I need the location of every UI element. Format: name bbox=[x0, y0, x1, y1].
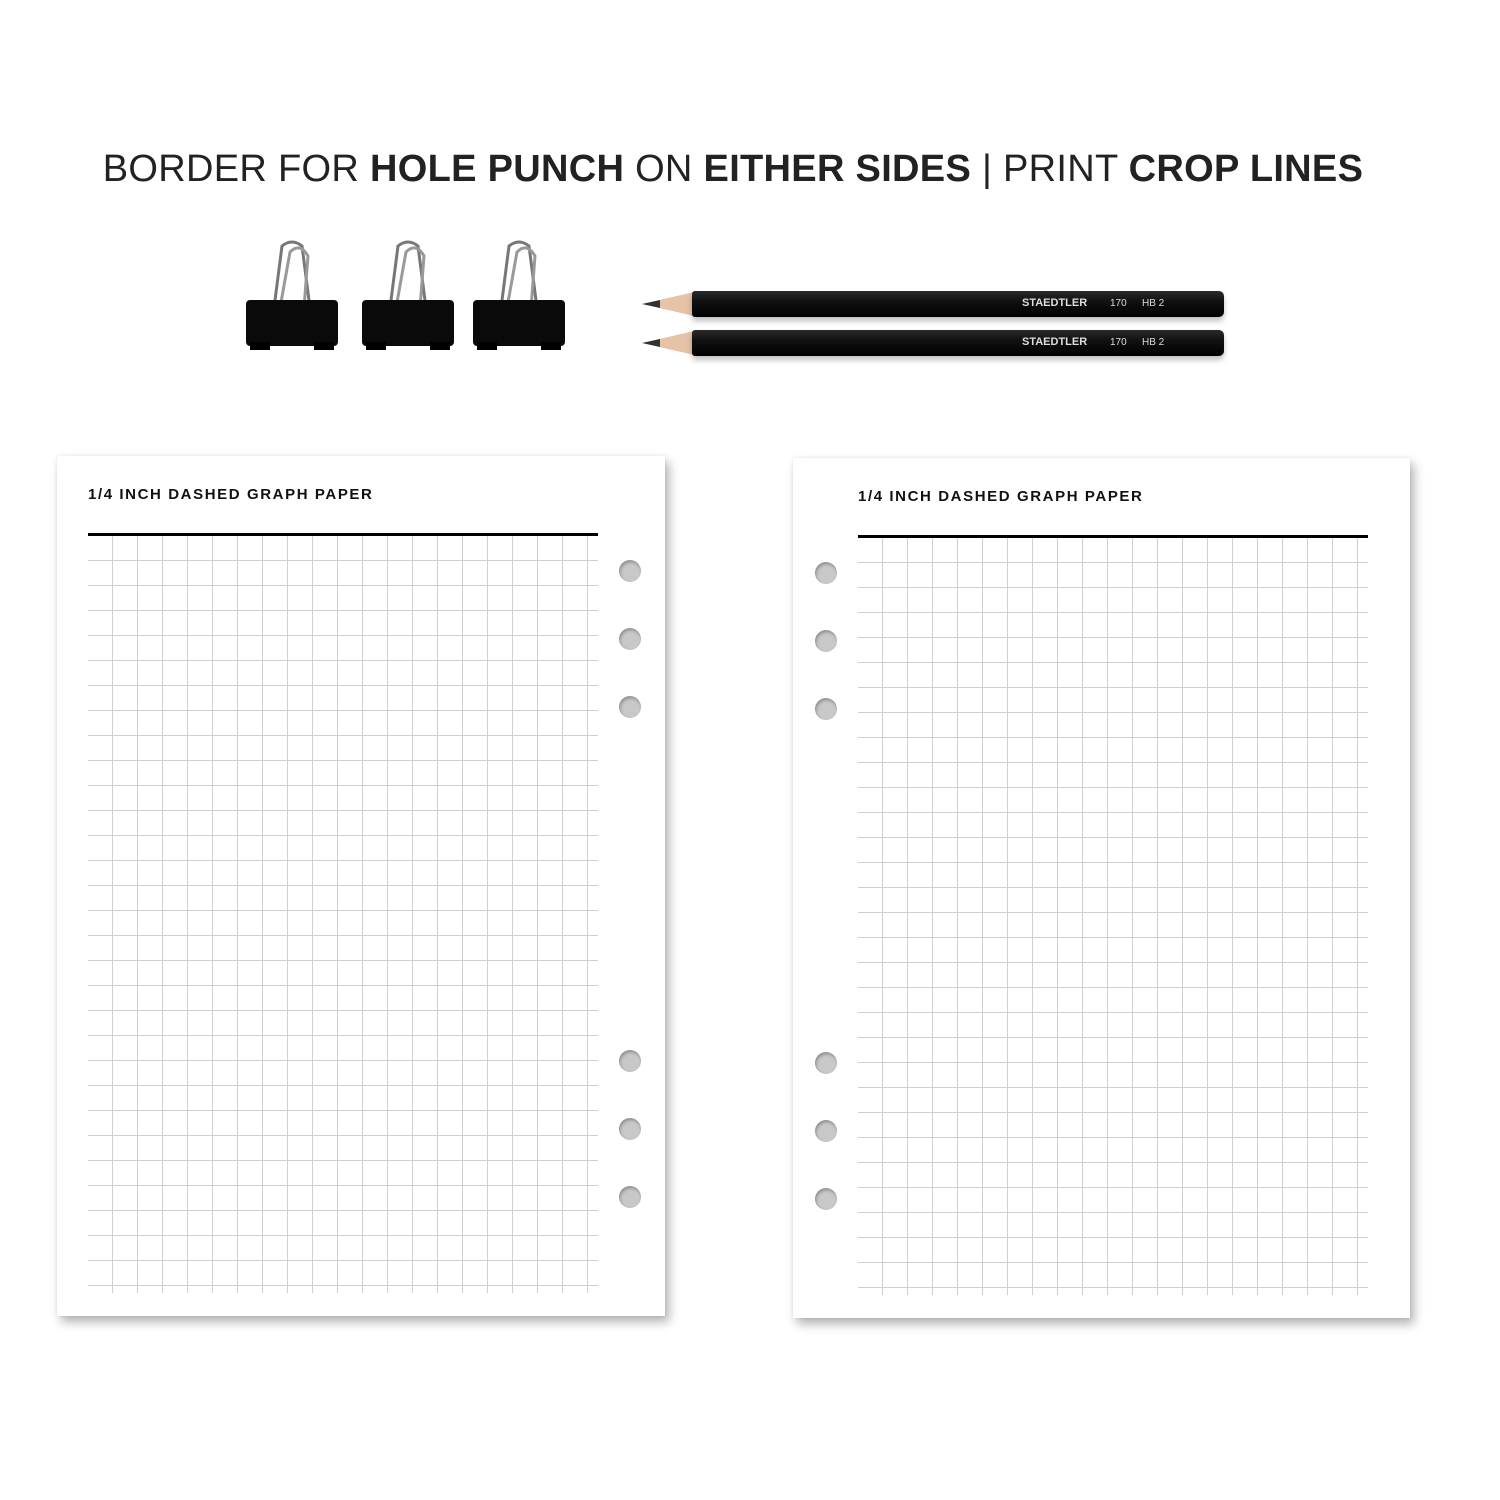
punch-hole bbox=[619, 628, 641, 650]
binder-clip-icon bbox=[471, 238, 567, 356]
punch-hole bbox=[815, 562, 837, 584]
punch-hole bbox=[619, 1118, 641, 1140]
graph-paper-sheet-right bbox=[793, 458, 1410, 1318]
pencil bbox=[642, 291, 1224, 317]
headline-bold: EITHER SIDES bbox=[703, 148, 972, 190]
pencil-brand: STAEDTLER bbox=[1022, 297, 1088, 309]
punch-hole bbox=[815, 630, 837, 652]
pencil-tip-icon bbox=[642, 330, 694, 356]
pencil-body bbox=[692, 330, 1224, 356]
punch-hole bbox=[619, 1050, 641, 1072]
headline-bold: CROP LINES bbox=[1128, 148, 1364, 190]
pencil-number: 170 bbox=[1110, 298, 1127, 309]
headline-text: ON bbox=[624, 148, 704, 190]
headline-text: BORDER FOR bbox=[102, 148, 370, 190]
punch-hole bbox=[619, 560, 641, 582]
punch-hole bbox=[815, 1188, 837, 1210]
pencil-body bbox=[692, 291, 1224, 317]
pencil-grade: HB 2 bbox=[1142, 298, 1165, 309]
binder-clip-icon bbox=[244, 238, 340, 356]
sheet-title: 1/4 INCH DASHED GRAPH PAPER bbox=[88, 486, 374, 503]
punch-hole bbox=[815, 1052, 837, 1074]
sheet-title: 1/4 INCH DASHED GRAPH PAPER bbox=[858, 488, 1144, 505]
headline bbox=[0, 148, 1466, 191]
pencil-grade: HB 2 bbox=[1142, 337, 1165, 348]
punch-hole bbox=[619, 696, 641, 718]
graph-paper-sheet-left bbox=[57, 456, 665, 1316]
pencil-brand: STAEDTLER bbox=[1022, 336, 1088, 348]
dashed-grid bbox=[858, 538, 1368, 1295]
pencil-tip-icon bbox=[642, 291, 694, 317]
dashed-grid bbox=[88, 536, 598, 1293]
pencil-number: 170 bbox=[1110, 337, 1127, 348]
headline-text: | PRINT bbox=[971, 148, 1129, 190]
punch-hole bbox=[815, 698, 837, 720]
headline-bold: HOLE PUNCH bbox=[369, 148, 625, 190]
punch-hole bbox=[619, 1186, 641, 1208]
binder-clip-icon bbox=[360, 238, 456, 356]
punch-hole bbox=[815, 1120, 837, 1142]
pencil bbox=[642, 330, 1224, 356]
